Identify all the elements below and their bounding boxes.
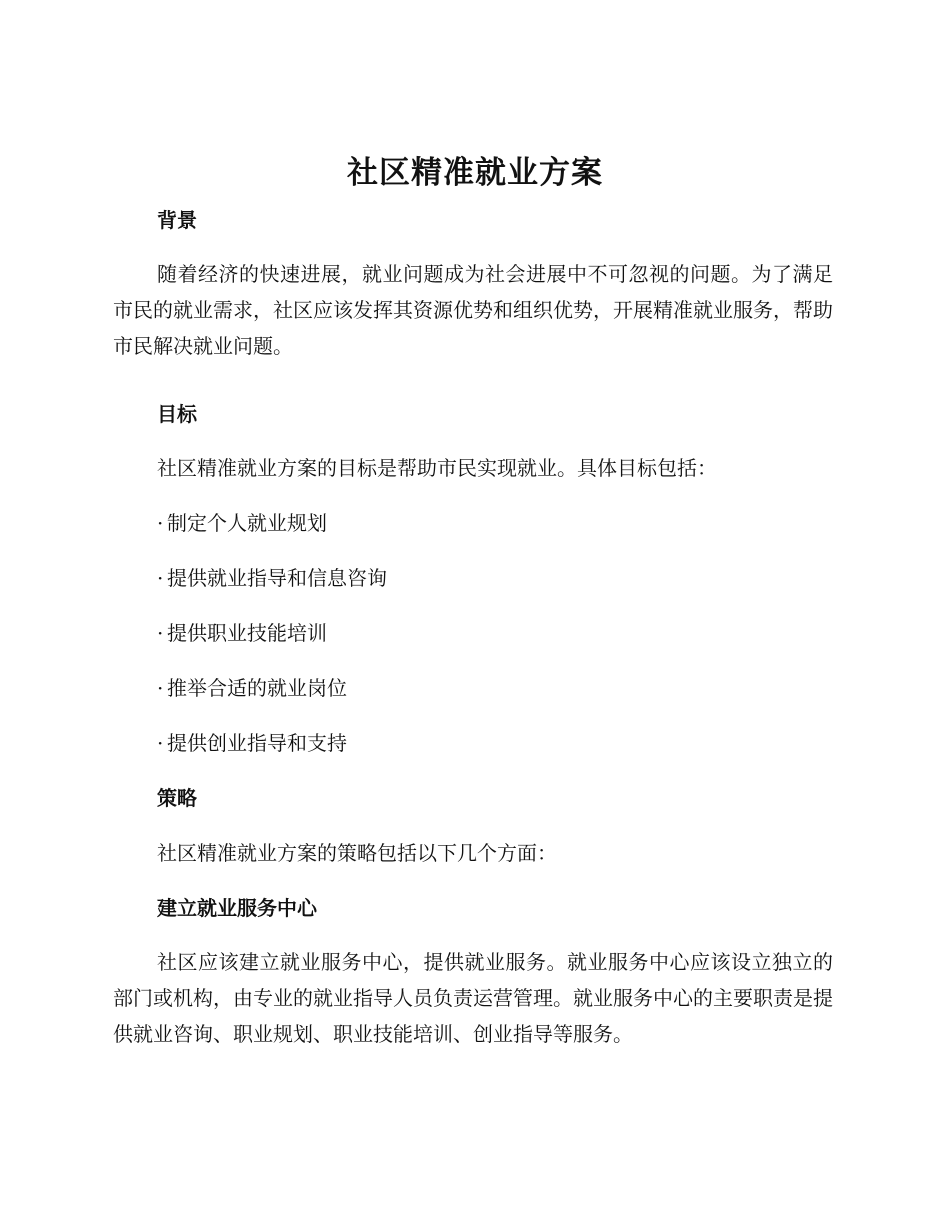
goal-item-label: 提供创业指导和支持 (167, 731, 347, 755)
bullet-dot-icon: · (157, 566, 164, 590)
goal-item-label: 制定个人就业规划 (167, 511, 327, 535)
bullet-dot-icon: · (157, 621, 164, 645)
goal-item-label: 推举合适的就业岗位 (167, 676, 347, 700)
document-title: 社区精准就业方案 (347, 155, 603, 191)
strategy-intro: 社区精准就业方案的策略包括以下几个方面： (157, 841, 557, 865)
goal-list-item (157, 508, 327, 538)
service-center-paragraph: 社区应该建立就业服务中心，提供就业服务。就业服务中心应该设立独立的部门或机构，由专业的就业指导人员负责运营管理。就业服务中心的主要职责是提供就业咨询、职业规划、职业技能培训、创业指导等服务。 (113, 950, 833, 1046)
section-heading-background: 背景 (157, 208, 197, 232)
bullet-dot-icon: · (157, 511, 164, 535)
goal-list-item (157, 618, 327, 648)
goal-item-label: 提供就业指导和信息咨询 (167, 566, 387, 590)
bullet-dot-icon: · (157, 731, 164, 755)
goal-list-item (157, 728, 347, 758)
goal-list-item (157, 673, 347, 703)
goal-list-item (157, 563, 387, 593)
section-heading-strategy: 策略 (157, 786, 197, 810)
section-heading-goals: 目标 (157, 402, 197, 426)
subsection-heading-service-center: 建立就业服务中心 (157, 896, 317, 920)
goal-item-label: 提供职业技能培训 (167, 621, 327, 645)
goals-intro: 社区精准就业方案的目标是帮助市民实现就业。具体目标包括： (157, 456, 717, 480)
background-paragraph: 随着经济的快速进展，就业问题成为社会进展中不可忽视的问题。为了满足市民的就业需求，社区应该发挥其资源优势和组织优势，开展精准就业服务，帮助市民解决就业问题。 (113, 262, 833, 358)
bullet-dot-icon: · (157, 676, 164, 700)
